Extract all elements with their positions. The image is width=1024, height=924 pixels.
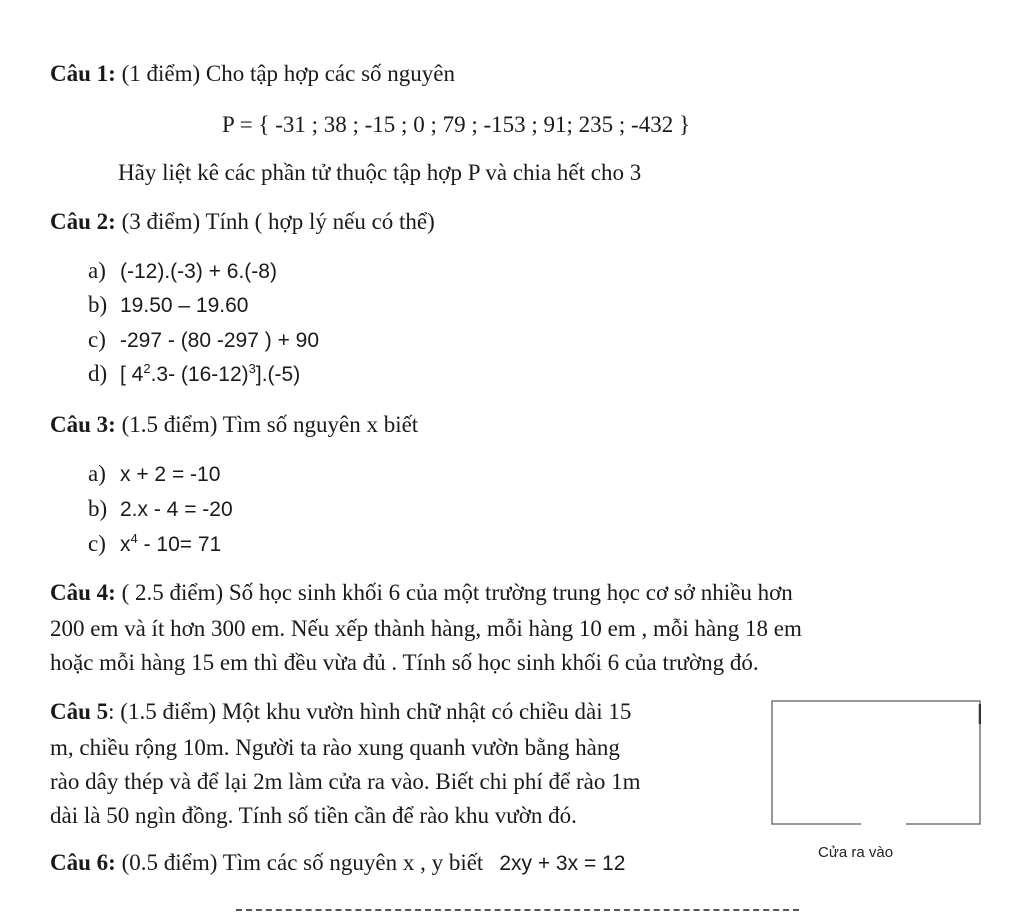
gate-label: Cửa ra vào [818, 844, 894, 861]
question-6-label: Câu 6: [50, 850, 116, 875]
question-1-task: Hãy liệt kê các phần tử thuộc tập hợp P và chia hết cho 3 [118, 160, 642, 185]
question-2-item-b: b) 19.50 – 19.60 [88, 292, 249, 317]
question-1-heading [50, 62, 455, 85]
question-6-heading [50, 851, 625, 874]
question-1-label: Câu 1: [50, 61, 116, 86]
question-1-set: P = { -31 ; 38 ; -15 ; 0 ; 79 ; -153 ; 91; 235 ; -432 } [222, 112, 690, 137]
question-2-text: (3 điểm) Tính ( hợp lý nếu có thể) [115, 209, 435, 234]
question-6-equation: 2xy + 3x = 12 [499, 852, 626, 875]
question-2-item-a: a) (-12).(-3) + 6.(-8) [88, 258, 277, 283]
question-3-item-b: b) 2.x - 4 = -20 [88, 496, 233, 521]
question-6-text: (0.5 điểm) Tìm các số nguyên x , y biết [115, 850, 484, 875]
question-4-label: Câu 4: [50, 580, 116, 605]
question-2-item-c: c) -297 - (80 -297 ) + 90 [88, 327, 320, 352]
question-4-line-2: 200 em và ít hơn 300 em. Nếu xếp thành hàng, mỗi hàng 10 em , mỗi hàng 18 em [50, 616, 802, 641]
question-2-heading [50, 210, 435, 233]
question-3-item-a: a) x + 2 = -10 [88, 461, 221, 486]
garden-diagram [771, 700, 981, 826]
question-5-label: Câu 5 [50, 699, 109, 724]
question-3-label: Câu 3: [50, 412, 116, 437]
question-3-item-c: c) $x^4 - 10= 71$ [88, 531, 222, 556]
question-3-heading [50, 413, 418, 436]
garden-fence [772, 701, 980, 824]
question-3-text: (1.5 điểm) Tìm số nguyên x biết [115, 412, 419, 437]
question-5-line-2: m, chiều rộng 10m. Người ta rào xung quanh vườn bằng hàng [50, 735, 620, 760]
question-1-text: (1 điểm) Cho tập hợp các số nguyên [115, 61, 456, 86]
question-5-line-1: Câu 5: (1.5 điểm) Một khu vườn hình chữ nhật có chiều dài 15 [50, 699, 632, 724]
question-5-line-3: rào dây thép và để lại 2m làm cửa ra vào. Biết chi phí để rào 1m [50, 769, 641, 794]
question-5-line-4: dài là 50 ngìn đồng. Tính số tiền cần để rào khu vườn đó. [50, 803, 577, 828]
question-2-item-d: d) [ $4^2.3-$ $(16-12)^3].(-5)$ [88, 361, 301, 386]
end-divider [236, 909, 799, 911]
question-4-line-3: hoặc mỗi hàng 15 em thì đều vừa đủ . Tính số học sinh khối 6 của trường đó. [50, 650, 759, 675]
question-4-line-1: Câu 4: ( 2.5 điểm) Số học sinh khối 6 của một trường trung học cơ sở nhiều hơn [50, 580, 793, 605]
question-2-label: Câu 2: [50, 209, 116, 234]
